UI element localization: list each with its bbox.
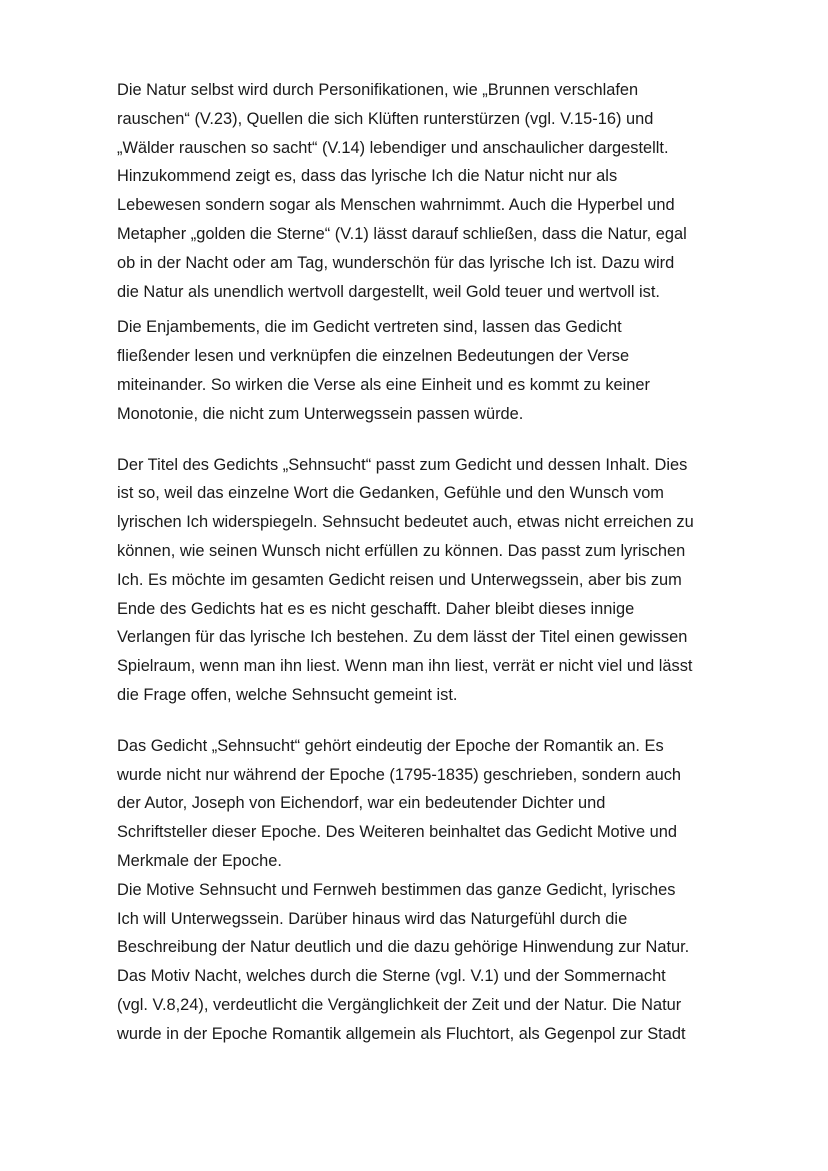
paragraph-epoch-romantik	[117, 732, 717, 876]
text-line: die Natur als unendlich wertvoll dargestellt, weil Gold teuer und wertvoll ist.	[117, 282, 660, 301]
text-line: Verlangen für das lyrische Ich bestehen. Zu dem lässt der Titel einen gewissen	[117, 628, 688, 647]
text-line: Ich will Unterwegssein. Darüber hinaus wird das Naturgefühl durch die	[117, 909, 628, 928]
text-line: Merkmale der Epoche.	[117, 851, 282, 870]
text-line: Ende des Gedichts hat es es nicht geschafft. Daher bleibt dieses innige	[117, 599, 635, 618]
paragraph-title-sehnsucht	[117, 451, 717, 710]
text-line: Monotonie, die nicht zum Unterwegssein passen würde.	[117, 404, 524, 423]
text-line: Beschreibung der Natur deutlich und die dazu gehörige Hinwendung zur Natur.	[117, 938, 690, 957]
text-line: Metapher „golden die Sterne“ (V.1) lässt darauf schließen, dass die Natur, egal	[117, 224, 687, 243]
text-line: Lebewesen sondern sogar als Menschen wahrnimmt. Auch die Hyperbel und	[117, 196, 675, 215]
paragraph-enjambements	[117, 313, 717, 428]
paragraph-spacer	[117, 306, 717, 313]
document-page	[117, 76, 717, 1049]
text-line: fließender lesen und verknüpfen die einzelnen Bedeutungen der Verse	[117, 347, 630, 366]
text-line: ist so, weil das einzelne Wort die Gedanken, Gefühle und den Wunsch vom	[117, 484, 664, 503]
text-line: Das Motiv Nacht, welches durch die Sterne (vgl. V.1) und der Sommernacht	[117, 967, 666, 986]
text-line: die Frage offen, welche Sehnsucht gemeint ist.	[117, 685, 458, 704]
text-line: (vgl. V.8,24), verdeutlicht die Vergänglichkeit der Zeit und der Natur. Die Natur	[117, 995, 682, 1014]
text-line: Die Motive Sehnsucht und Fernweh bestimmen das ganze Gedicht, lyrisches	[117, 880, 676, 899]
text-line: rauschen“ (V.23), Quellen die sich Klüften runterstürzen (vgl. V.15-16) und	[117, 109, 654, 128]
text-line: Schriftsteller dieser Epoche. Des Weiteren beinhaltet das Gedicht Motive und	[117, 823, 678, 842]
paragraph-spacer	[117, 429, 717, 451]
paragraph-nature-personification	[117, 76, 717, 306]
text-line: Hinzukommend zeigt es, dass das lyrische Ich die Natur nicht nur als	[117, 167, 618, 186]
text-line: Ich. Es möchte im gesamten Gedicht reisen und Unterwegssein, aber bis zum	[117, 570, 682, 589]
text-line: können, wie seinen Wunsch nicht erfüllen zu können. Das passt zum lyrischen	[117, 541, 686, 560]
text-line: Spielraum, wenn man ihn liest. Wenn man ihn liest, verrät er nicht viel und lässt	[117, 657, 693, 676]
text-line: Das Gedicht „Sehnsucht“ gehört eindeutig der Epoche der Romantik an. Es	[117, 736, 664, 755]
text-line: Die Enjambements, die im Gedicht vertreten sind, lassen das Gedicht	[117, 318, 622, 337]
paragraph-spacer	[117, 710, 717, 732]
text-line: Der Titel des Gedichts „Sehnsucht“ passt zum Gedicht und dessen Inhalt. Dies	[117, 455, 688, 474]
text-line: wurde nicht nur während der Epoche (1795-1835) geschrieben, sondern auch	[117, 765, 682, 784]
text-line: miteinander. So wirken die Verse als eine Einheit und es kommt zu keiner	[117, 375, 650, 394]
text-line: wurde in der Epoche Romantik allgemein als Fluchtort, als Gegenpol zur Stadt	[117, 1024, 686, 1043]
paragraph-motives	[117, 876, 717, 1049]
text-line: lyrischen Ich widerspiegeln. Sehnsucht bedeutet auch, etwas nicht erreichen zu	[117, 513, 694, 532]
text-line: ob in der Nacht oder am Tag, wunderschön für das lyrische Ich ist. Dazu wird	[117, 253, 675, 272]
text-line: Die Natur selbst wird durch Personifikationen, wie „Brunnen verschlafen	[117, 81, 639, 99]
text-line: „Wälder rauschen so sacht“ (V.14) lebendiger und anschaulicher dargestellt.	[117, 138, 669, 157]
text-line: der Autor, Joseph von Eichendorf, war ein bedeutender Dichter und	[117, 794, 606, 813]
